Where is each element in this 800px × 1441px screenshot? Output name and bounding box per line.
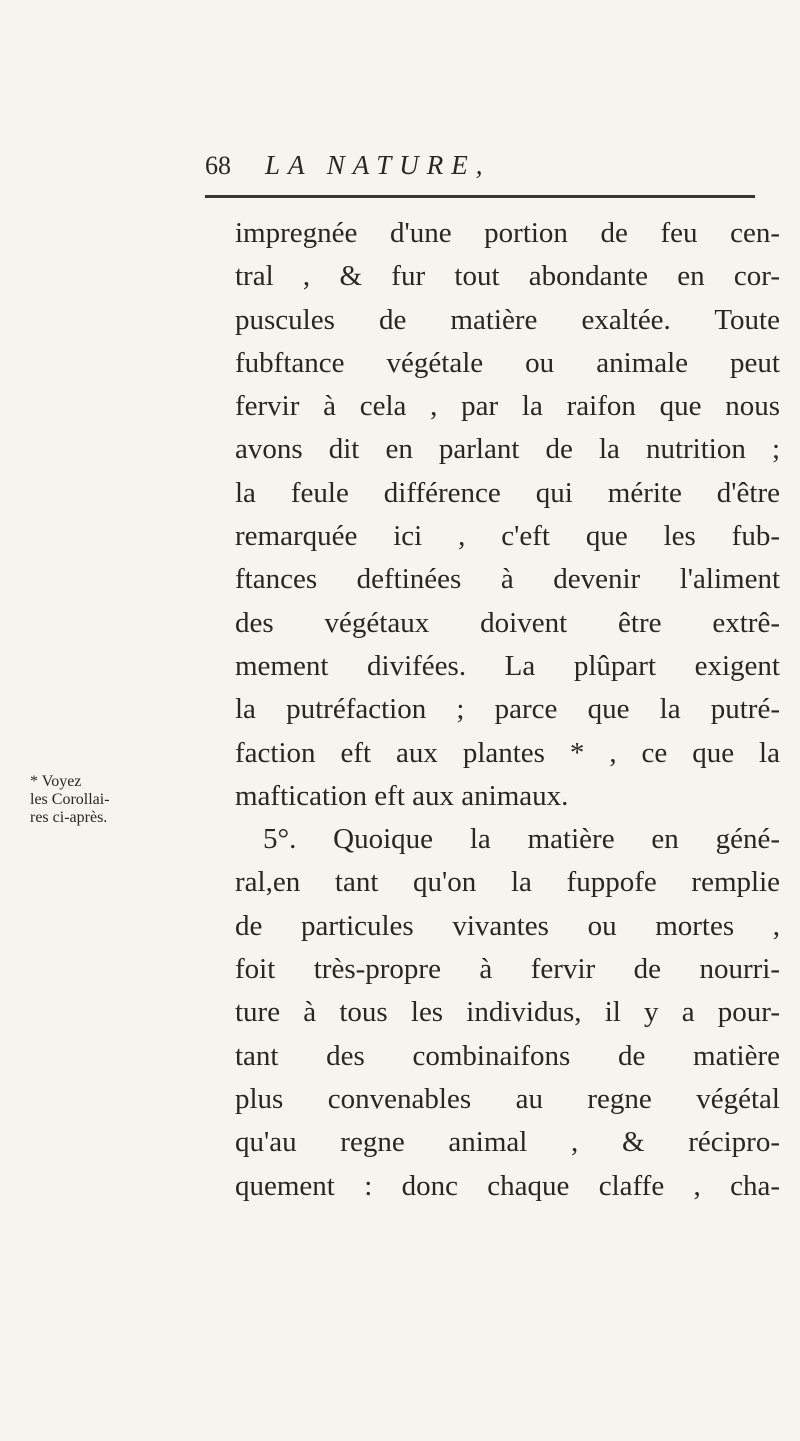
header-rule [205,195,755,198]
text-line: ture à tous les individus, il y a pour- [235,996,780,1029]
text-line: faction eft aux plantes * , ce que la [235,736,780,769]
text-line: la putréfaction ; parce que la putré- [235,693,780,726]
text-line: plus convenables au regne végétal [235,1082,780,1115]
text-line: ftances deftinées à devenir l'aliment [235,563,780,596]
page-number: 68 [205,151,231,180]
page-header [205,150,745,190]
text-line: remarquée ici , c'eft que les fub- [235,520,780,553]
text-line: tral , & fur tout abondante en cor- [235,260,780,293]
text-line: fervir à cela , par la raifon que nous [235,390,780,423]
text-line: quement : donc chaque claffe , cha- [235,1169,780,1202]
margin-note [30,773,220,827]
body-text [235,212,780,1208]
text-line: de particules vivantes ou mortes , [235,909,780,942]
text-line: des végétaux doivent être extrê- [235,606,780,639]
text-line: qu'au regne animal , & récipro- [235,1126,780,1159]
text-line: 5°. Quoique la matière en géné- [263,823,780,856]
text-line: mement divifées. La plûpart exigent [235,649,780,682]
running-title: LA NATURE, [265,150,491,180]
text-line: tant des combinaifons de matière [235,1039,780,1072]
text-line: puscules de matière exaltée. Toute [235,303,780,336]
text-line: foit très-propre à fervir de nourri- [235,953,780,986]
text-line: maftication eft aux animaux. [235,779,569,812]
text-line: fubftance végétale ou animale peut [235,346,780,379]
text-line: la feule différence qui mérite d'être [235,476,780,509]
margin-note-line: les Corollai- [30,791,110,808]
text-line: avons dit en parlant de la nutrition ; [235,433,780,466]
margin-note-line: * Voyez [30,773,82,790]
text-line: ral,en tant qu'on la fuppofe remplie [235,866,780,899]
margin-note-line: res ci-après. [30,809,108,826]
text-line: impregnée d'une portion de feu cen- [235,217,780,249]
